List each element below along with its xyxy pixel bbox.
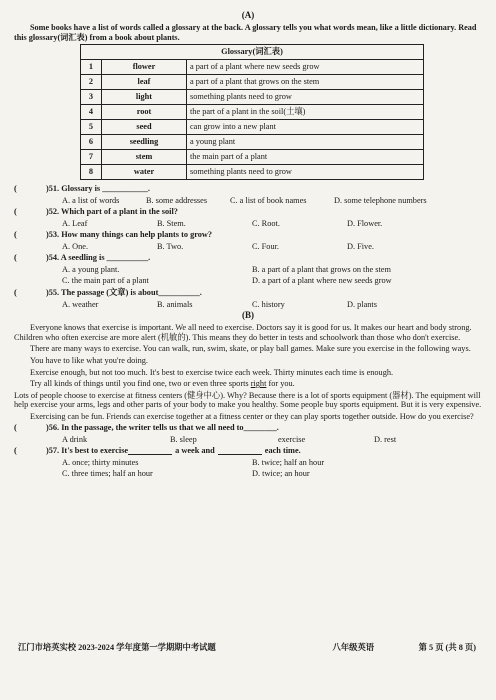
option: D. rest (374, 434, 397, 444)
options-51 (62, 196, 482, 206)
option: D. twice; an hour (252, 469, 310, 479)
option: C. the main part of a plant (62, 276, 149, 286)
option: B. sleep (170, 434, 197, 444)
glossary-word: seed (102, 120, 187, 135)
question-53 (14, 230, 482, 240)
glossary-number: 7 (81, 150, 102, 165)
options-55 (62, 300, 482, 310)
glossary-word: root (102, 105, 187, 120)
answer-paren[interactable]: ( (14, 253, 17, 263)
section-b-heading: (B) (242, 310, 254, 321)
option: B. animals (157, 299, 193, 309)
glossary-meaning: the main part of a plant (187, 150, 424, 165)
glossary-number: 4 (81, 105, 102, 120)
glossary-meaning: a part of a plant that grows on the stem (187, 75, 424, 90)
answer-blank[interactable] (128, 446, 172, 455)
option: D. Flower. (347, 218, 383, 228)
question-text: )52. Which part of a plant in the soil? (46, 207, 178, 217)
glossary-row (81, 60, 424, 75)
option: A drink (62, 434, 88, 444)
section-a-heading: (A) (241, 10, 255, 20)
paragraph-5-text: Try all kinds of things until you find one, two or even three sports (30, 379, 251, 389)
intro-paragraph: Some books have a list of words called a glossary at the back. A glossary tells you what words mean, like a little dictionary. Read this glossary(词汇表) from a book about plants. (14, 23, 477, 42)
glossary-meaning: can grow into a new plant (187, 120, 424, 135)
glossary-meaning: the part of a plant in the soil(土壤) (187, 105, 424, 120)
option: C. Root. (252, 218, 280, 228)
option: B. Two. (157, 241, 184, 251)
glossary-number: 1 (81, 60, 102, 75)
glossary-body (81, 60, 424, 180)
option: A. weather (62, 299, 99, 309)
answer-paren[interactable]: ( (14, 230, 17, 240)
paragraph-3: You have to like what you're doing. (30, 355, 148, 365)
option: B. some addresses (146, 195, 208, 205)
option: A. Leaf (62, 218, 88, 228)
option: A. a young plant. (62, 264, 120, 274)
paragraph-2: There are many ways to exercise. You can walk, run, swim, skate, or play ball games. Make sure you exercise in the following ways. (30, 344, 471, 354)
options-57b (62, 469, 482, 479)
glossary-number: 5 (81, 120, 102, 135)
options-53 (62, 242, 482, 252)
answer-paren[interactable]: ( (14, 184, 17, 194)
question-52 (14, 207, 482, 217)
paragraph-7: Exercising can be fun. Friends can exercise together at a fitness center or they can play sports together outside. How do you exercise? (30, 411, 474, 421)
question-51 (14, 184, 482, 194)
option: A. a list of words (62, 195, 120, 205)
question-text-end: each time. (264, 446, 301, 456)
glossary-number: 2 (81, 75, 102, 90)
paragraph-6: Lots of people choose to exercise at fitness centers (健身中心). Why? Because there is a lot of sports equipment (器材). The equipment will help exercise your arms, legs and other parts of your body to make you healthy. Some people buy sports equipment. But it is very expensive. (14, 390, 482, 410)
option: D. Five. (347, 241, 374, 251)
glossary-word: stem (102, 150, 187, 165)
question-text: )51. Glossary is ___________. (46, 184, 150, 194)
glossary-number: 3 (81, 90, 102, 105)
option: A. once; thirty minutes (62, 457, 139, 467)
question-text: )57. It's best to exercise (46, 446, 129, 456)
option: C. three times; half an hour (62, 469, 153, 479)
option: A. One. (62, 241, 89, 251)
paragraph-1: Everyone knows that exercise is important. We all need to exercise. Doctors say it is good for us. It makes our heart and body strong. Children who often exercise are more alert (机敏的). This means they do better in tests and schoolwork than those who don't exercise. (14, 323, 472, 342)
options-54a (62, 265, 482, 275)
glossary-meaning: a young plant (187, 135, 424, 150)
question-text-mid: a week and (175, 446, 215, 456)
glossary-row (81, 105, 424, 120)
option: C. Four. (252, 241, 279, 251)
option: D. a part of a plant where new seeds grow (252, 276, 392, 286)
answer-paren[interactable]: ( (14, 207, 17, 217)
glossary-word: flower (102, 60, 187, 75)
page-footer (18, 643, 476, 653)
glossary-meaning: something plants need to grow (187, 165, 424, 180)
glossary-row (81, 120, 424, 135)
glossary-row (81, 135, 424, 150)
answer-paren[interactable]: ( (14, 287, 17, 297)
options-57a (62, 458, 482, 468)
glossary-row (81, 165, 424, 180)
glossary-row (81, 90, 424, 105)
glossary-word: light (102, 90, 187, 105)
glossary-number: 8 (81, 165, 102, 180)
options-54b (62, 276, 482, 286)
question-text: )53. How many things can help plants to grow? (46, 230, 213, 240)
glossary-meaning: a part of a plant where new seeds grow (187, 60, 424, 75)
question-text: )56. In the passage, the writer tells us that we all need to________. (46, 423, 279, 433)
question-57 (14, 446, 482, 456)
glossary-table (80, 44, 424, 180)
answer-paren[interactable]: ( (14, 446, 17, 456)
question-text: )55. The passage (文章) is about__________. (46, 287, 202, 297)
option: D. plants (347, 299, 377, 309)
paragraph-5-end: for you. (266, 379, 295, 389)
glossary-word: seedling (102, 135, 187, 150)
option: B. Stem. (157, 218, 186, 228)
glossary-title: Glossary(词汇表) (81, 45, 424, 60)
glossary-row (81, 75, 424, 90)
option: exercise (278, 434, 306, 444)
question-56 (14, 423, 482, 433)
option: B. a part of a plant that grows on the stem (252, 264, 391, 274)
glossary-meaning: something plants need to grow (187, 90, 424, 105)
glossary-word: water (102, 165, 187, 180)
paragraph-4: Exercise enough, but not too much. It's best to exercise twice each week. Thirty minutes each time is enough. (30, 367, 394, 377)
footer-page: 第 5 页 (共 8 页) (418, 643, 476, 652)
options-56 (62, 435, 482, 445)
options-52 (62, 219, 482, 229)
footer-school: 江门市培英实校 2023-2024 学年度第一学期期中考试题 (18, 643, 216, 652)
question-54 (14, 253, 482, 263)
answer-blank[interactable] (218, 446, 262, 455)
glossary-number: 6 (81, 135, 102, 150)
paragraph-5 (14, 379, 482, 389)
option: C. a list of book names (230, 195, 307, 205)
footer-subject: 八年级英语 (332, 643, 375, 652)
underlined-word: right (250, 379, 267, 389)
glossary-row (81, 150, 424, 165)
option: D. some telephone numbers (334, 195, 427, 205)
question-55 (14, 288, 482, 298)
glossary-word: leaf (102, 75, 187, 90)
answer-paren[interactable]: ( (14, 423, 17, 433)
option: C. history (252, 299, 285, 309)
question-text: )54. A seedling is __________. (46, 253, 151, 263)
option: B. twice; half an hour (252, 457, 325, 467)
